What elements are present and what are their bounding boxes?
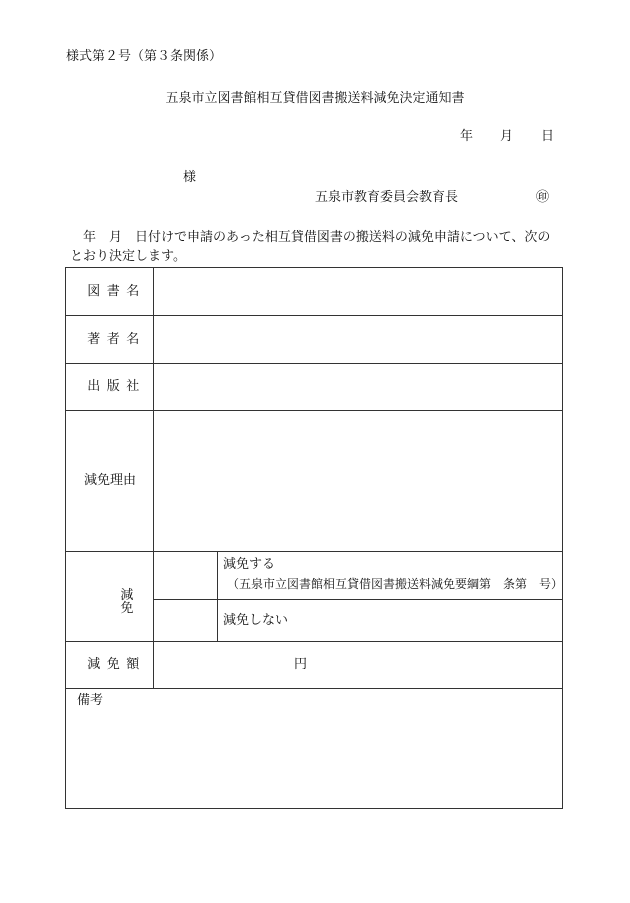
body-text-line-1: 年 月 日付けで申請のあった相互貸借図書の搬送料の減免申請について、次の bbox=[70, 230, 551, 245]
publisher-label: 出版社 bbox=[87, 379, 146, 394]
row-divider bbox=[66, 688, 562, 689]
date-year-label: 年 bbox=[460, 129, 474, 144]
body-text-line-2: とおり決定します。 bbox=[70, 249, 186, 264]
book-title-label: 図書名 bbox=[87, 284, 146, 299]
form-number: 様式第２号（第３条関係） bbox=[66, 49, 223, 64]
remarks-label: 備考 bbox=[77, 693, 104, 708]
decision-form-table bbox=[65, 267, 563, 809]
seal-icon: ㊞ bbox=[536, 190, 550, 205]
issuer-name: 五泉市教育委員会教育長 bbox=[315, 190, 459, 205]
exempt-basis: （五泉市立図書館相互貸借図書搬送料減免要綱第 条第 号） bbox=[227, 577, 564, 591]
date-month-label: 月 bbox=[500, 129, 514, 144]
row-divider bbox=[66, 410, 562, 411]
reason-label: 減免理由 bbox=[83, 473, 136, 488]
row-divider bbox=[66, 315, 562, 316]
date-day-label: 日 bbox=[541, 129, 555, 144]
addressee-honorific: 様 bbox=[183, 170, 197, 185]
document-title: 五泉市立図書館相互貸借図書搬送料減免決定通知書 bbox=[165, 91, 465, 106]
row-divider bbox=[154, 599, 562, 600]
row-divider bbox=[66, 641, 562, 642]
exempt-option: 減免する bbox=[223, 557, 276, 572]
not-exempt-option: 減免しない bbox=[223, 613, 289, 628]
row-divider bbox=[66, 363, 562, 364]
amount-label: 減免額 bbox=[87, 657, 146, 672]
row-divider bbox=[66, 551, 562, 552]
amount-unit: 円 bbox=[294, 657, 308, 672]
exemption-label: 減免 bbox=[120, 588, 168, 616]
column-divider bbox=[217, 551, 218, 641]
author-label: 著者名 bbox=[87, 332, 146, 347]
